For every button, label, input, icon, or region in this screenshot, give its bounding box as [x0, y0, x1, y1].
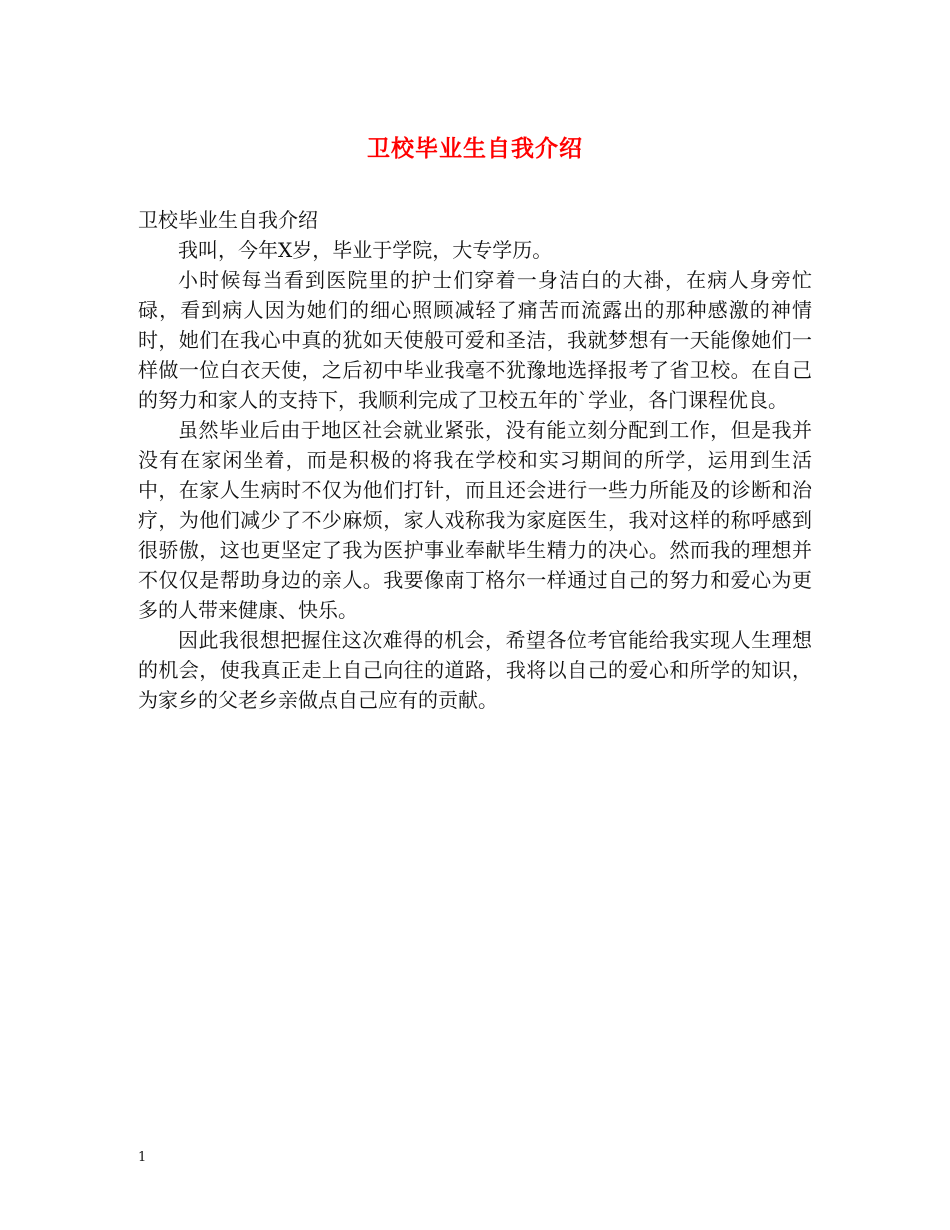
- paragraph-conclusion: 因此我很想把握住这次难得的机会，希望各位考官能给我实现人生理想的机会，使我真正走上自己向往的道路，我将以自己的爱心和所学的知识，为家乡的父老乡亲做点自己应有的贡献。: [138, 628, 812, 712]
- page-number: 1: [138, 1150, 147, 1165]
- paragraph-intro: 我叫，今年X岁，毕业于学院，大专学历。: [178, 238, 553, 262]
- document-subheading: 卫校毕业生自我介绍: [138, 208, 318, 232]
- paragraph-after-graduation: 虽然毕业后由于地区社会就业紧张，没有能立刻分配到工作，但是我并没有在家闲坐着，而是积极的将我在学校和实习期间的所学，运用到生活中，在家人生病时不仅为他们打针，而且还会进行一些力所能及的诊断和治疗，为他们减少了不少麻烦，家人戏称我为家庭医生，我对这样的称呼感到很骄傲，这也更坚定了我为医护事业奉献毕生精力的决心。然而我的理想并不仅仅是帮助身边的亲人。我要像南丁格尔一样通过自己的努力和爱心为更多的人带来健康、快乐。: [138, 418, 812, 622]
- document-title: 卫校毕业生自我介绍: [367, 135, 583, 162]
- paragraph-childhood: 小时候每当看到医院里的护士们穿着一身洁白的大褂，在病人身旁忙碌，看到病人因为她们的细心照顾减轻了痛苦而流露出的那种感激的神情时，她们在我心中真的犹如天使般可爱和圣洁，我就梦想有一天能像她们一样做一位白衣天使，之后初中毕业我毫不犹豫地选择报考了省卫校。在自己的努力和家人的支持下，我顺利完成了卫校五年的`学业，各门课程优良。: [138, 268, 812, 412]
- document-body: [138, 205, 812, 715]
